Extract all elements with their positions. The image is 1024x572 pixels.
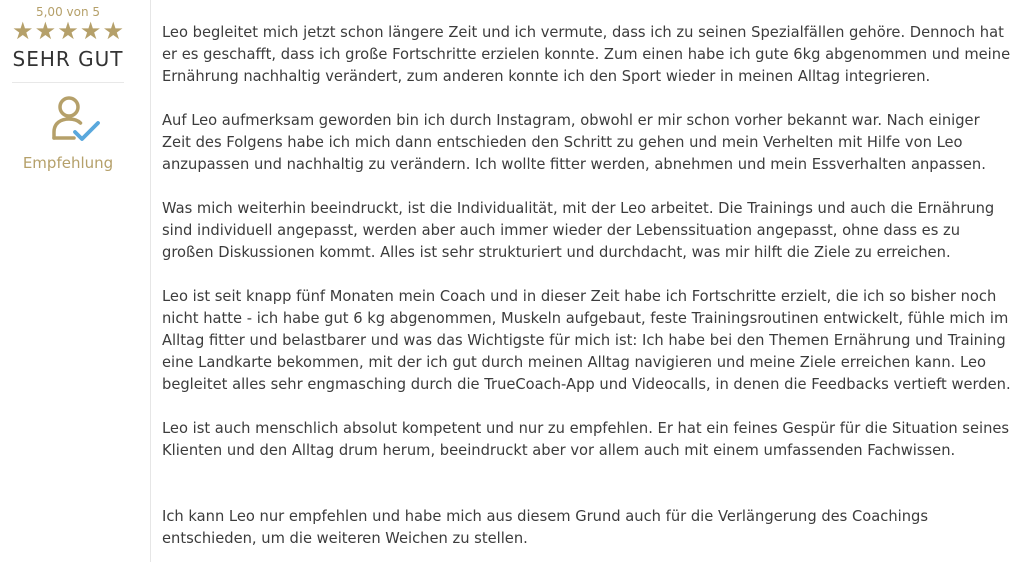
rating-score: 5,00 von 5 [35,5,101,19]
rating-label: SEHR GUT [12,47,124,71]
star-icon: ★ [57,17,79,45]
star-icon: ★ [12,17,34,45]
review-paragraph: Ich kann Leo nur empfehlen und habe mich aus diesem Grund auch für die Verlängerung des Coachings entschieden, um die weiteren Weichen zu stellen. [162,508,928,547]
review-paragraph: Leo ist seit knapp fünf Monaten mein Coach und in dieser Zeit habe ich Fortschritte erzielt, die ich so bisher noch nicht hatte - ich habe gut 6 kg abgenommen, Muskeln aufgebaut, feste Trainingsroutinen entwickelt, fühle mich im Alltag fitter und belastbarer und was das Wichtigste für mich ist: Ich habe bei den Themen Ernährung und Training eine Landkarte bekommen, mit der ich gut durch meinen Alltag navigieren und meine Ziele erreichen kann. Leo begleitet alles sehr engmasching durch die TrueCoach-App und Videocalls, in denen die Feedbacks vertieft werden. [162,288,1011,393]
review-text [162,22,1012,572]
review-paragraph: Leo ist auch menschlich absolut kompetent und nur zu empfehlen. Er hat ein feines Gespür für die Situation seines Klienten und den Alltag drum herum, beeindruckt aber vor allem auch mit einem umfassenden Fachwissen. [162,420,1010,459]
rating-sidebar [0,0,151,562]
star-rating [12,19,124,43]
star-icon: ★ [102,17,124,45]
star-icon: ★ [34,17,57,45]
sidebar-divider [12,82,124,83]
review-paragraph: Leo begleitet mich jetzt schon längere Zeit und ich vermute, dass ich zu seinen Spezialfällen gehöre. Dennoch hat er es geschafft, dass ich große Fortschritte erzielen konnte. Zum einen habe ich gute 6kg abgenommen und meine Ernährung nachhaltig verändert, zum anderen konnte ich den Sport wieder in meinen Alltag integrieren. [162,24,1011,85]
review-paragraph: Auf Leo aufmerksam geworden bin ich durch Instagram, obwohl er mir schon vorher bekannt war. Nach einiger Zeit des Folgens habe ich mich dann entschieden den Schritt zu gehen und mein Verhelten mit Hilfe von Leo anzupassen und nachhaltig zu verändern. Ich wollte fitter werden, abnehmen und mein Essverhalten anpassen. [162,112,986,173]
recommendation-label: Empfehlung [22,154,114,172]
user-check-icon [50,94,102,146]
star-icon: ★ [79,17,102,45]
review-paragraph: Was mich weiterhin beeindruckt, ist die Individualität, mit der Leo arbeitet. Die Trainings und auch die Ernährung sind individuell angepasst, werden aber auch immer wieder der Lebenssituation angepasst, ohne dass es zu großen Diskussionen kommt. Alles ist sehr strukturiert und durchdacht, was mir hilft die Ziele zu erreichen. [162,200,995,261]
